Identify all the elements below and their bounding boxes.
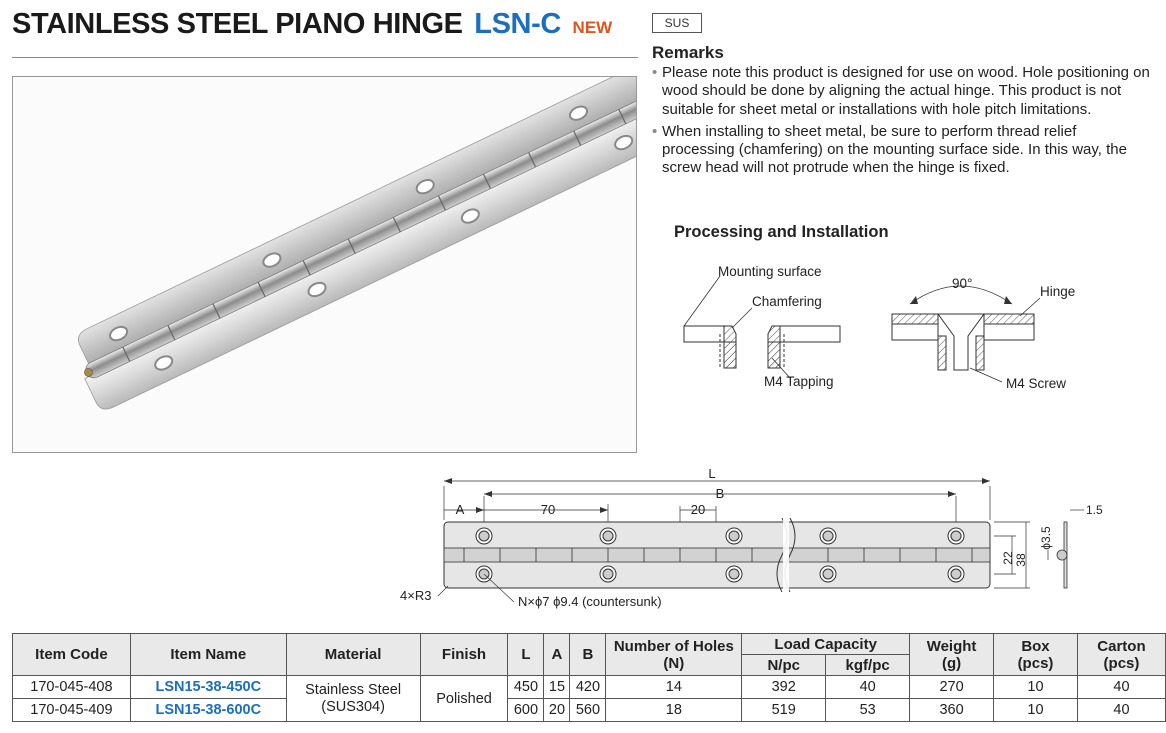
cell-l: 450 — [508, 676, 544, 699]
cell-b: 560 — [570, 699, 606, 722]
material-line2: (SUS304) — [321, 698, 385, 715]
cell-load-kgf: 53 — [826, 699, 910, 722]
header-box-line2: (pcs) — [1017, 654, 1054, 672]
header-holes — [606, 634, 742, 676]
hinge-photo-illustration — [13, 77, 637, 453]
label-chamfering: Chamfering — [752, 294, 822, 309]
new-badge: NEW — [572, 18, 613, 37]
dim-holes: N×ϕ7 ϕ9.4 (countersunk) — [518, 594, 662, 609]
screw-detail — [892, 276, 1075, 391]
dim-knuckle: 20 — [690, 502, 706, 517]
cell-carton: 40 — [1077, 676, 1165, 699]
page-title — [12, 8, 612, 41]
cell-weight: 360 — [910, 699, 994, 722]
cell-material — [286, 676, 420, 722]
cell-holes: 18 — [606, 699, 742, 722]
cell-weight: 270 — [910, 676, 994, 699]
cell-load-kgf: 40 — [826, 676, 910, 699]
cell-box: 10 — [994, 676, 1078, 699]
header-l: L — [508, 634, 544, 676]
header-load-kgf: kgf/pc — [826, 655, 910, 676]
header-weight-line1: Weight — [926, 637, 977, 655]
table-row — [13, 676, 1166, 699]
cell-name-link[interactable]: LSN15-38-450C — [130, 676, 286, 699]
tapping-detail — [684, 264, 840, 389]
material-badge: SUS — [652, 13, 702, 33]
cell-carton: 40 — [1077, 699, 1165, 722]
dim-pitch: 70 — [540, 502, 556, 517]
header-weight — [910, 634, 994, 676]
header-finish: Finish — [420, 634, 508, 676]
cell-code: 170-045-409 — [13, 699, 131, 722]
remark-item: • Please note this product is designed for use on wood. Hole positioning on wood should be done by aligning the actual hinge. This product is not suitable for sheet metal or installations with hole pitch limitations. — [652, 64, 1152, 119]
cell-load-n: 392 — [742, 676, 826, 699]
label-mounting-surface: Mounting surface — [718, 264, 822, 279]
header-a: A — [544, 634, 570, 676]
remarks-title: Remarks — [652, 43, 724, 62]
material-line1: Stainless Steel — [305, 681, 402, 698]
header-material: Material — [286, 634, 420, 676]
label-m4-tapping: M4 Tapping — [764, 374, 834, 389]
cell-a: 20 — [544, 699, 570, 722]
cell-code: 170-045-408 — [13, 676, 131, 699]
header-holes-line2: (N) — [663, 654, 685, 672]
dim-radius: 4×R3 — [400, 588, 432, 603]
header-carton — [1077, 634, 1165, 676]
dim-L: L — [708, 466, 716, 481]
dim-height-inner: 22 — [1001, 551, 1015, 565]
dim-A: A — [455, 502, 465, 517]
header-load-n: N/pc — [742, 655, 826, 676]
processing-title: Processing and Installation — [674, 223, 889, 241]
cell-l: 600 — [508, 699, 544, 722]
header-carton-line1: Carton — [1097, 637, 1146, 655]
header-holes-line1: Number of Holes — [613, 637, 734, 655]
header-b: B — [570, 634, 606, 676]
header-box — [994, 634, 1078, 676]
header-item-code: Item Code — [13, 634, 131, 676]
dimension-drawing — [398, 466, 1108, 616]
header-weight-line2: (g) — [941, 654, 962, 672]
title-divider — [12, 57, 638, 58]
dim-B: B — [715, 486, 725, 501]
cell-name-link[interactable]: LSN15-38-600C — [130, 699, 286, 722]
product-photo — [12, 76, 637, 453]
processing-installation-drawing — [680, 258, 1090, 398]
cell-finish: Polished — [420, 676, 508, 722]
spec-table — [12, 633, 1166, 722]
title-text: STAINLESS STEEL PIANO HINGE — [12, 8, 463, 40]
cell-a: 15 — [544, 676, 570, 699]
dim-thickness: 1.5 — [1086, 503, 1103, 517]
label-m4-screw: M4 Screw — [1006, 376, 1067, 391]
header-carton-line2: (pcs) — [1103, 654, 1140, 672]
cell-box: 10 — [994, 699, 1078, 722]
remarks-list — [652, 64, 1152, 182]
label-angle: 90° — [952, 276, 973, 291]
header-load-capacity: Load Capacity — [742, 634, 910, 655]
header-box-line1: Box — [1021, 637, 1050, 655]
table-row — [13, 699, 1166, 722]
dim-height-outer: 38 — [1014, 553, 1028, 567]
remark-item: • When installing to sheet metal, be sure to perform thread relief processing (chamfering) on the mounting surface side. In this way, the screw head will not protrude when the hinge is fixed. — [652, 123, 1152, 178]
cell-b: 420 — [570, 676, 606, 699]
label-hinge: Hinge — [1040, 284, 1076, 299]
cell-load-n: 519 — [742, 699, 826, 722]
dim-pin-diameter: ϕ3.5 — [1039, 526, 1053, 550]
header-item-name: Item Name — [130, 634, 286, 676]
cell-holes: 14 — [606, 676, 742, 699]
product-code: LSN-C — [474, 8, 561, 40]
